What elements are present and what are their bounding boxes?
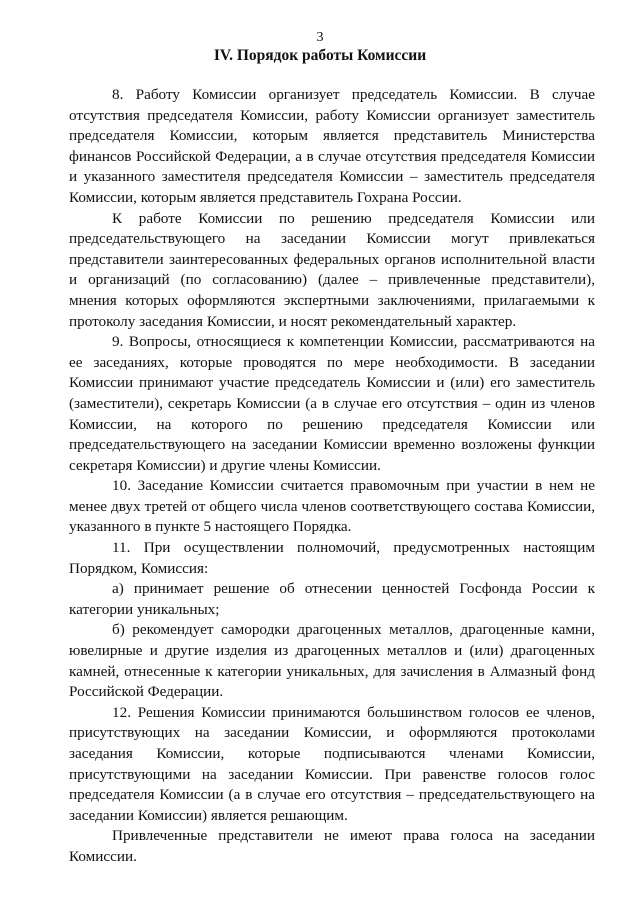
paragraph-11-item-a: а) принимает решение об отнесении ценностей Госфонда России к категории уникальных; xyxy=(69,580,595,618)
paragraph-10: 10. Заседание Комиссии считается правомочным при участии в нем не менее двух третей от общего числа членов соответствующего состава Комиссии, указанного в пункте 5 настоящего Порядка. xyxy=(69,477,595,536)
paragraph-8-continuation: К работе Комиссии по решению председателя Комиссии или председательствующего на заседании Комиссии могут привлекаться представители заинтересованных федеральных органов исполнительной власти и организаций (по согласованию) (далее – привлеченные представители), мнения которых оформляются экспертными заключениями, прилагаемыми к протоколу заседания Комиссии, и носят рекомендательный характер. xyxy=(69,209,595,330)
paragraph-9: 9. Вопросы, относящиеся к компетенции Комиссии, рассматриваются на ее заседаниях, которые проводятся по мере необходимости. В заседании Комиссии принимают участие председатель Комиссии и (или) его заместитель (заместители), секретарь Комиссии (а в случае его отсутствия – один из членов Комиссии, на которого по решению председателя Комиссии или председательствующего на заседании Комиссии временно возложены функции секретаря Комиссии) и другие члены Комиссии. xyxy=(69,333,595,474)
paragraph-11-item-b: б) рекомендует самородки драгоценных металлов, драгоценные камни, ювелирные и другие изделия из драгоценных металлов и (или) драгоценных камней, отнесенные к категории уникальных, для зачисления в Алмазный фонд Российской Федерации. xyxy=(69,621,595,701)
paragraph-12-continuation: Привлеченные представители не имеют права голоса на заседании Комиссии. xyxy=(69,827,595,865)
section-heading: IV. Порядок работы Комиссии xyxy=(213,47,427,64)
paragraph-11: 11. При осуществлении полномочий, предусмотренных настоящим Порядком, Комиссия: xyxy=(69,539,595,577)
paragraph-8: 8. Работу Комиссии организует председатель Комиссии. В случае отсутствия председателя Комиссии, работу Комиссии организует заместитель председателя Комиссии, которым является представитель Министерства финансов Российской Федерации, а в случае отсутствия председателя Комиссии и указанного заместителя председателя Комиссии – заместитель председателя Комиссии, которым является представитель Гохрана России. xyxy=(69,86,595,206)
document-body xyxy=(69,85,595,868)
page-number: 3 xyxy=(316,30,324,45)
paragraph-12: 12. Решения Комиссии принимаются большинством голосов ее членов, присутствующих на заседании Комиссии, и оформляются протоколами заседания Комиссии, которые подписываются членами Комиссии, присутствующими на заседании Комиссии. При равенстве голосов голос председателя Комиссии (а в случае его отсутствия – председательствующего на заседании Комиссии) является решающим. xyxy=(69,703,595,824)
